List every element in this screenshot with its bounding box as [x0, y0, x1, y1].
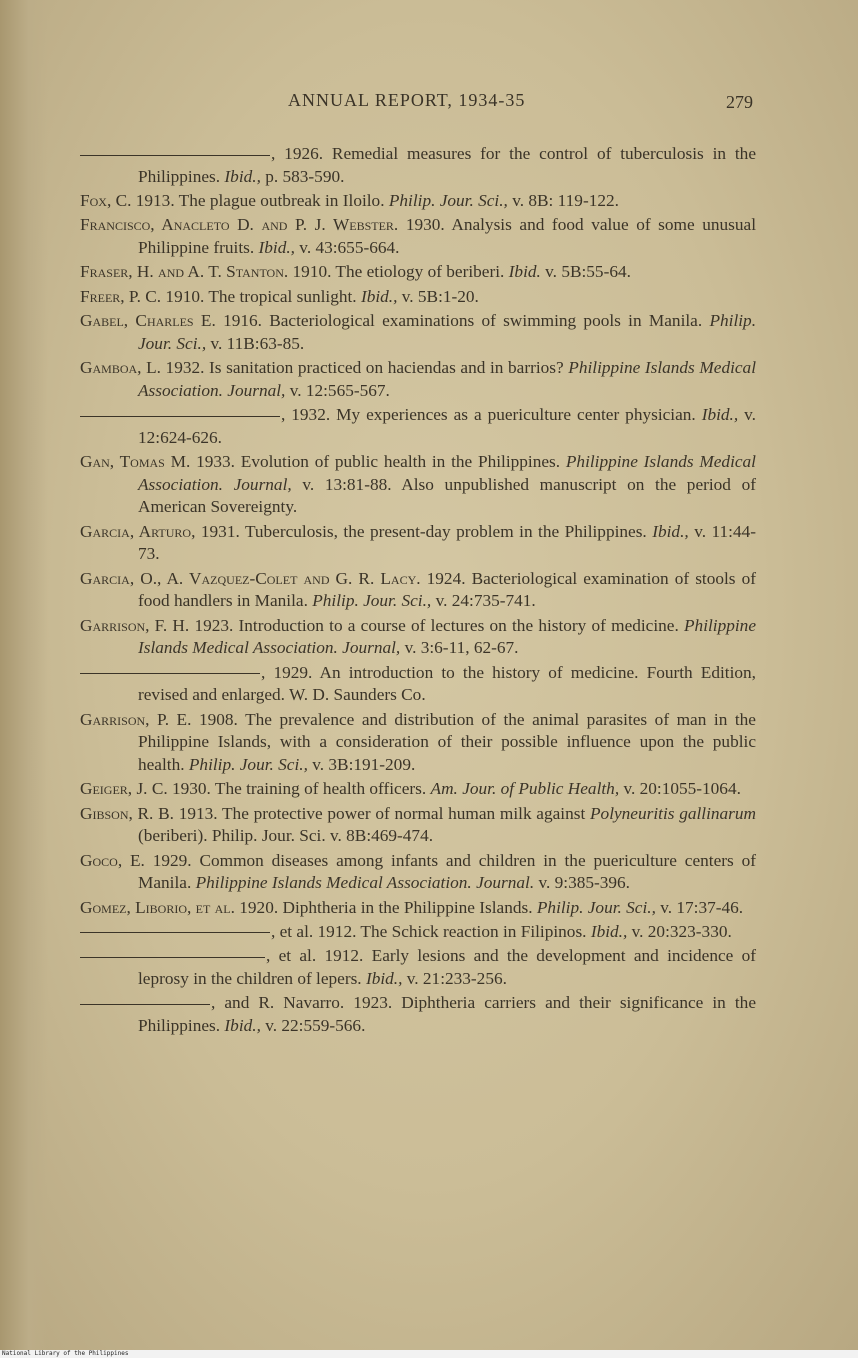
- entry-author: Fox, C.: [80, 190, 132, 210]
- entry-volume: v. 24:735-741.: [431, 591, 536, 611]
- entry-source: Ibid.,: [652, 521, 689, 541]
- entry-title: 1910. The etiology of beriberi.: [288, 262, 509, 282]
- entry-title: , et al. 1912. The Schick reaction in Filipinos.: [271, 921, 591, 941]
- entry-volume: v. 8B: 119-122.: [507, 190, 619, 210]
- entry-author: Gamboa, L.: [80, 358, 161, 378]
- entry-source: Philip. Jour. Sci.,: [312, 591, 432, 611]
- footer-strip: [0, 1350, 858, 1358]
- entry-title: , 1929. An introduction to the history of medicine. Fourth Edition, revised and enlarged. W. D. Saunders Co.: [138, 662, 756, 705]
- entry-source: Ibid.,: [365, 968, 403, 988]
- ditto-rule: [80, 155, 270, 156]
- entry-author: Gan, Tomas M.: [80, 452, 191, 472]
- entry-author: Francisco, Anacleto D. and P. J. Webster.: [80, 215, 399, 235]
- entry-volume: v. 5B:1-20.: [397, 286, 479, 306]
- bibliography-entry: [80, 921, 756, 944]
- bibliography-entry: [80, 261, 756, 284]
- bibliography-entry: [80, 286, 756, 309]
- bibliography-entry: [80, 521, 756, 566]
- entry-title: 1932. Is sanitation practiced on haciendas and in barrios?: [160, 358, 569, 378]
- bibliography-entry: [80, 310, 756, 355]
- bibliography-list: [80, 143, 756, 1039]
- entry-volume: p. 583-590.: [260, 166, 345, 186]
- entry-volume: v. 20:1055-1064.: [619, 779, 741, 799]
- entry-volume: v. 20:323-330.: [627, 921, 732, 941]
- entry-source: Philippine Islands Medical Association. Journal,: [138, 615, 756, 658]
- bibliography-entry: [80, 404, 756, 449]
- entry-source: Ibid.,: [224, 1015, 261, 1035]
- entry-source: Ibid.,: [590, 921, 628, 941]
- entry-volume: v. 9:385-396.: [534, 873, 630, 893]
- entry-author: Garrison, F. H.: [80, 615, 190, 635]
- entry-title: 1930. Analysis and food value of some unusual Philippine fruits.: [138, 215, 756, 257]
- entry-source: Philip. Jour. Sci.,: [536, 897, 656, 917]
- entry-volume: v. 12:565-567.: [285, 380, 390, 400]
- entry-author: Gabel, Charles E.: [80, 311, 216, 331]
- entry-title: 1910. The tropical sunlight.: [161, 286, 361, 306]
- entry-volume: v. 5B:55-64.: [540, 262, 631, 282]
- bibliography-entry: [80, 897, 756, 920]
- ditto-rule: [80, 957, 265, 958]
- entry-source: Ibid.: [508, 262, 541, 282]
- entry-title: 1930. The training of health officers.: [167, 779, 431, 799]
- entry-source: Philippine Islands Medical Association. Journal,: [138, 452, 756, 494]
- entry-title: 1933. Evolution of public health in the Philippines.: [190, 452, 566, 472]
- entry-author: Geiger, J. C.: [80, 779, 168, 799]
- entry-title: , 1932. My experiences as a puericulture center physician.: [281, 405, 702, 425]
- entry-author: Garcia, Arturo,: [80, 521, 196, 541]
- bibliography-entry: [80, 803, 756, 848]
- entry-author: Freer, P. C.: [80, 286, 162, 306]
- entry-volume: v. 11:44-73.: [138, 521, 756, 564]
- entry-volume: v. 3B:191-209.: [307, 754, 416, 774]
- entry-volume: v. 11B:63-85.: [206, 333, 305, 353]
- entry-volume: v. 43:655-664.: [294, 237, 400, 257]
- entry-source: Am. Jour. of Public Health,: [430, 779, 620, 799]
- bibliography-entry: [80, 850, 756, 895]
- bibliography-entry: [80, 451, 756, 519]
- entry-source: Ibid.,: [360, 286, 398, 306]
- entry-author: Garcia, O., A. Vazquez-Colet and G. R. Lacy.: [80, 568, 421, 588]
- entry-source: Philippine Islands Medical Association. Journal.: [195, 873, 535, 893]
- entry-source: Ibid.,: [224, 166, 261, 186]
- running-title: ANNUAL REPORT, 1934-35: [288, 90, 526, 110]
- bibliography-entry: [80, 357, 756, 402]
- library-credit: National Library of the Philippines: [2, 1350, 129, 1357]
- entry-source: Ibid.,: [701, 405, 739, 425]
- entry-title: 1920. Diphtheria in the Philippine Islands.: [234, 897, 537, 917]
- entry-source: Ibid.,: [258, 237, 295, 257]
- entry-source: Philip. Jour. Sci.,: [388, 190, 508, 210]
- bibliography-entry: [80, 568, 756, 613]
- entry-source: Philippine Islands Medical Association. Journal,: [138, 358, 757, 400]
- bibliography-entry: [80, 190, 756, 213]
- entry-author: Fraser, H. and A. T. Stanton.: [80, 262, 289, 282]
- entry-title: 1923. Introduction to a course of lectures on the history of medicine.: [189, 615, 684, 635]
- entry-title: , et al. 1912. Early lesions and the development and incidence of leprosy in the children of lepers.: [138, 946, 756, 988]
- entry-volume: v. 3:6-11, 62-67.: [400, 638, 519, 658]
- entry-title: , 1926. Remedial measures for the control of tuberculosis in the Philippines.: [138, 144, 756, 186]
- entry-volume: v. 21:233-256.: [402, 968, 507, 988]
- page-number: 279: [726, 92, 753, 112]
- ditto-rule: [80, 1004, 210, 1005]
- entry-author: Goco, E.: [80, 850, 145, 870]
- page-binding-shadow: [0, 0, 48, 1350]
- entry-title: 1931. Tuberculosis, the present-day problem in the Philippines.: [195, 521, 653, 541]
- entry-title: 1908. The prevalence and distribution of the animal parasites of man in the Philippine Islands, with a consideration of their possible influence upon the public health.: [138, 709, 756, 774]
- entry-source: Philip. Jour. Sci.,: [138, 311, 757, 353]
- entry-volume: v. 22:559-566.: [260, 1015, 366, 1035]
- ditto-rule: [80, 416, 280, 417]
- bibliography-entry: [80, 992, 756, 1037]
- ditto-rule: [80, 673, 260, 674]
- entry-volume: (beriberi). Philip. Jour. Sci. v. 8B:469-474.: [138, 826, 434, 846]
- ditto-rule: [80, 932, 270, 933]
- entry-volume: v. 17:37-46.: [655, 897, 744, 917]
- entry-title: 1913. The plague outbreak in Iloilo.: [131, 190, 389, 210]
- bibliography-entry: [80, 778, 756, 801]
- bibliography-entry: [80, 945, 756, 990]
- entry-volume: v. 12:624-626.: [138, 405, 756, 447]
- entry-title: , and R. Navarro. 1923. Diphtheria carriers and their significance in the Philippines.: [138, 993, 756, 1035]
- entry-source: Polyneuritis gallinarum: [590, 803, 757, 823]
- entry-title: 1916. Bacteriological examinations of swimming pools in Manila.: [215, 311, 710, 331]
- bibliography-entry: [80, 615, 756, 660]
- entry-title: 1913. The protective power of normal human milk against: [173, 803, 590, 823]
- entry-volume: v. 13:81-88. Also unpublished manuscript on the period of American Sovereignty.: [138, 474, 756, 517]
- bibliography-entry: [80, 662, 756, 707]
- bibliography-entry: [80, 709, 756, 777]
- entry-author: Gibson, R. B.: [80, 803, 174, 823]
- bibliography-entry: [80, 143, 756, 188]
- entry-author: Garrison, P. E.: [80, 709, 192, 729]
- entry-title: 1924. Bacteriological examination of stools of food handlers in Manila.: [138, 568, 757, 611]
- bibliography-entry: [80, 214, 756, 259]
- entry-title: 1929. Common diseases among infants and children in the puericulture centers of Manila.: [138, 850, 756, 893]
- page-header: [0, 90, 858, 114]
- entry-source: Philip. Jour. Sci.,: [188, 754, 308, 774]
- entry-author: Gomez, Liborio, et al.: [80, 897, 235, 917]
